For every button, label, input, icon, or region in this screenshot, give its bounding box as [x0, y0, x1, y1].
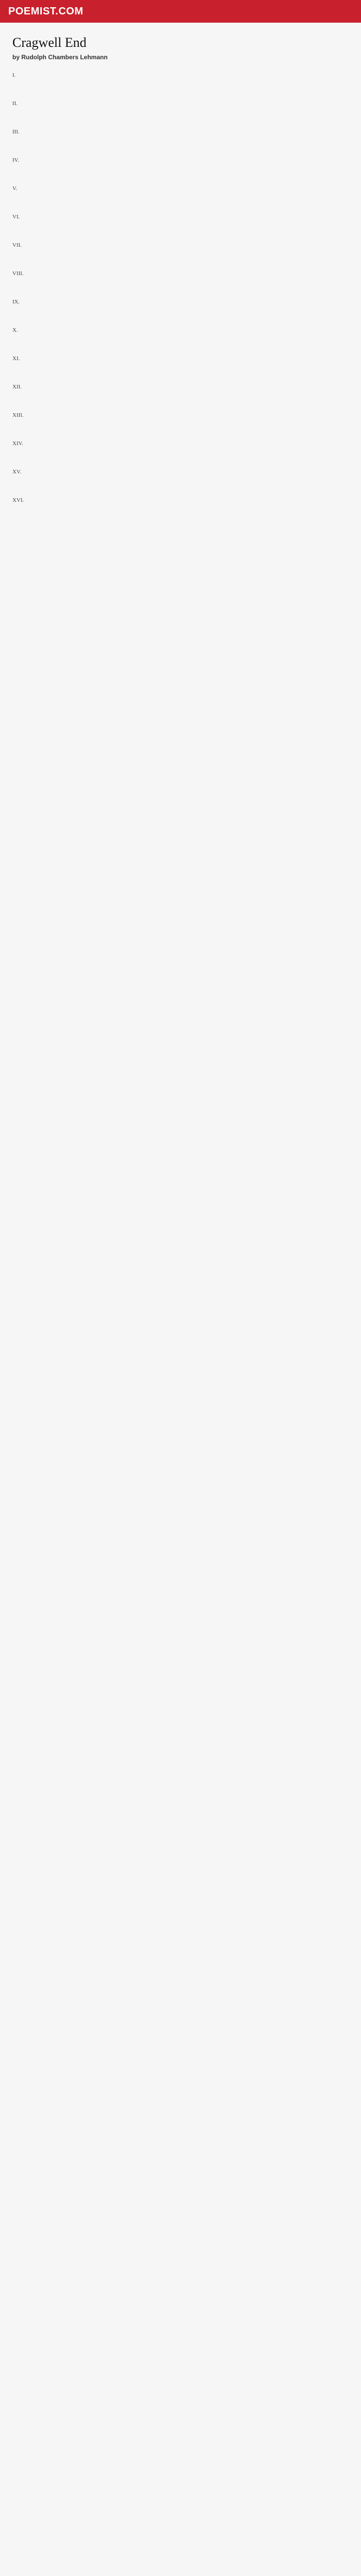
stanza-number: IX. — [12, 299, 20, 305]
stanza — [12, 72, 349, 87]
poem-body — [12, 72, 349, 512]
stanza-number: VI. — [12, 214, 20, 220]
stanza-text — [12, 249, 349, 257]
poem-title: Cragwell End — [12, 35, 87, 50]
stanza-number: XII. — [12, 384, 22, 390]
stanza — [12, 100, 349, 115]
stanza-text — [12, 334, 349, 342]
stanza-text — [12, 79, 349, 87]
stanza-text — [12, 221, 349, 229]
stanza-number: V. — [12, 185, 18, 192]
stanza-number: X. — [12, 327, 18, 333]
stanza-number: II. — [12, 100, 18, 107]
stanza — [12, 214, 349, 229]
stanza — [12, 497, 349, 512]
stanza-text — [12, 363, 349, 370]
stanza — [12, 185, 349, 200]
stanza-text — [12, 193, 349, 200]
stanza-text — [12, 391, 349, 399]
stanza-number: XIV. — [12, 440, 23, 447]
stanza-text — [12, 278, 349, 285]
stanza-text — [12, 419, 349, 427]
stanza-number: XV. — [12, 469, 22, 475]
stanza — [12, 299, 349, 314]
stanza-number: XI. — [12, 355, 20, 362]
stanza-number: VIII. — [12, 270, 24, 277]
stanza-text — [12, 504, 349, 512]
stanza-text — [12, 448, 349, 455]
poem-page — [0, 23, 361, 556]
stanza — [12, 355, 349, 370]
stanza — [12, 469, 349, 484]
stanza-number: VII. — [12, 242, 22, 248]
poem-byline: by Rudolph Chambers Lehmann — [12, 54, 108, 61]
stanza — [12, 412, 349, 427]
stanza — [12, 440, 349, 455]
stanza-text — [12, 476, 349, 484]
top-bar — [0, 0, 361, 23]
stanza — [12, 157, 349, 172]
stanza-number: I. — [12, 72, 16, 78]
stanza — [12, 384, 349, 399]
stanza-number: XIII. — [12, 412, 24, 418]
stanza-number: III. — [12, 129, 20, 135]
stanza — [12, 242, 349, 257]
stanza-number: XVI. — [12, 497, 24, 503]
stanza-text — [12, 306, 349, 314]
stanza — [12, 270, 349, 285]
stanza-text — [12, 136, 349, 144]
stanza-number: IV. — [12, 157, 19, 163]
stanza — [12, 327, 349, 342]
stanza-text — [12, 164, 349, 172]
stanza-text — [12, 108, 349, 115]
site-logo[interactable]: POEMIST.COM — [8, 5, 84, 17]
stanza — [12, 129, 349, 144]
